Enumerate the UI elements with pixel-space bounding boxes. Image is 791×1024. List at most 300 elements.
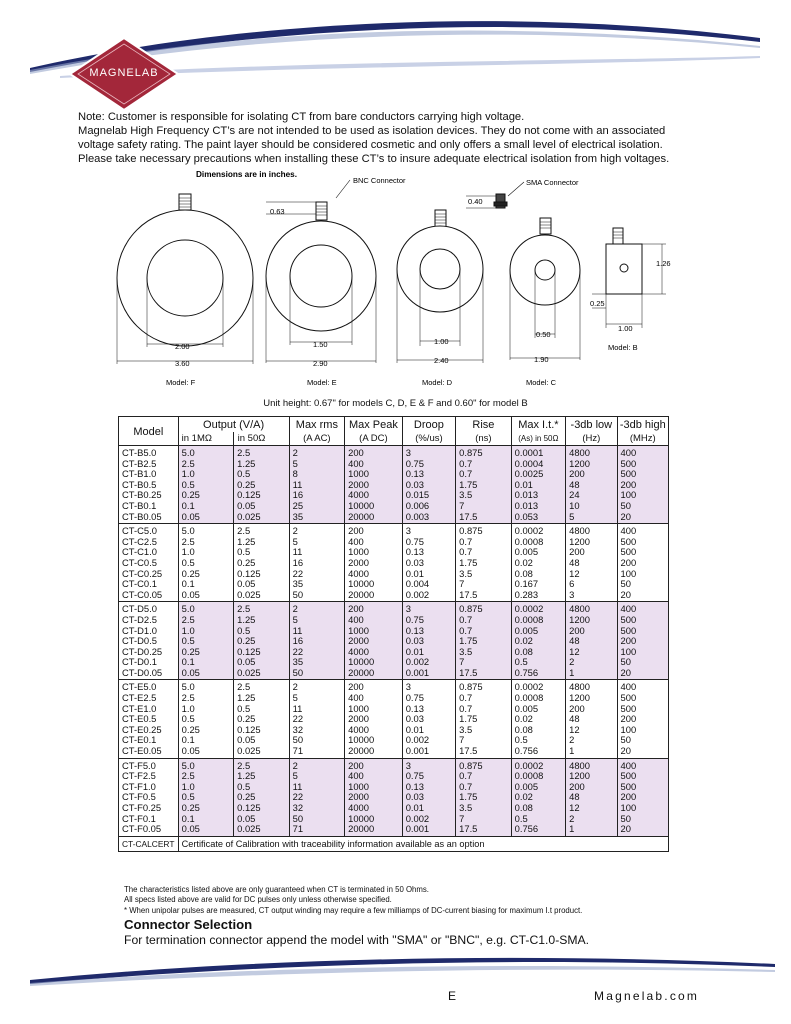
cell-value: 0.5: [237, 546, 251, 558]
cell-value: 0.002: [405, 812, 430, 824]
cell-value: 0.013: [514, 489, 539, 501]
cell-value: 0.05: [237, 578, 256, 590]
table-row-group: [119, 602, 669, 680]
cell-value: 1.0: [181, 780, 195, 792]
cell-value: 1.75: [459, 791, 478, 803]
cell-value: 1200: [569, 692, 590, 704]
dim-d-inner: 1.00: [434, 337, 449, 346]
model-b-drawing: [592, 228, 666, 328]
cell-value: 100: [620, 645, 637, 657]
cell-value: 0.5: [237, 468, 251, 480]
cell-value: 2: [569, 734, 575, 746]
cell-value: 4000: [348, 723, 369, 735]
model-f-drawing: [117, 194, 253, 364]
header-in-50: in 50Ω: [233, 432, 289, 445]
cell-value: 200: [569, 702, 585, 714]
table-cell-droop: [402, 758, 455, 836]
cell-value: 0.75: [405, 457, 424, 469]
table-cell-model: [119, 680, 179, 758]
model-e-label: Model: E: [307, 378, 337, 387]
cell-value: 0.0001: [514, 447, 544, 458]
table-cell-out1m: [178, 446, 234, 524]
cell-value: 0.001: [405, 823, 430, 835]
cell-value: 1.75: [459, 556, 478, 568]
cell-value: 0.002: [405, 588, 430, 600]
cell-value: 1: [569, 745, 575, 757]
cell-value: 0.05: [237, 812, 256, 824]
cell-value: 1.25: [237, 535, 256, 547]
cell-value: 2.5: [181, 770, 195, 782]
cell-value: 0.0002: [514, 681, 544, 693]
cell-value: 48: [569, 556, 580, 568]
cell-value: 0.756: [514, 666, 539, 678]
cell-value: CT-C0.5: [122, 556, 157, 568]
cell-value: 0.015: [405, 489, 430, 501]
table-cell-high: [617, 758, 668, 836]
cell-value: 100: [620, 723, 637, 735]
cell-value: 11: [292, 780, 303, 792]
cell-value: 400: [620, 447, 637, 458]
cell-value: 4000: [348, 489, 369, 501]
cell-value: 0.005: [514, 624, 539, 636]
cell-value: 400: [620, 603, 637, 615]
cell-value: 0.5: [237, 624, 251, 636]
cell-value: 11: [292, 478, 303, 490]
unit-height-note: Unit height: 0.67" for models C, D, E & F and 0.60" for model B: [263, 398, 528, 409]
cell-value: CT-B0.05: [122, 510, 162, 522]
cell-value: 0.0008: [514, 613, 544, 625]
cell-value: 0.02: [514, 713, 533, 725]
cell-value: 50: [620, 578, 631, 590]
cell-value: 0.125: [237, 567, 261, 579]
cell-value: 0.875: [459, 681, 483, 693]
cell-value: CT-E5.0: [122, 681, 157, 693]
cell-value: 0.05: [237, 734, 256, 746]
cell-value: 0.7: [459, 780, 473, 792]
cell-value: 4800: [569, 525, 590, 537]
cell-value: 0.005: [514, 780, 539, 792]
cell-value: CT-B1.0: [122, 468, 157, 480]
cell-value: 0.7: [459, 702, 473, 714]
cell-value: 0.25: [237, 713, 256, 725]
cell-value: 35: [292, 578, 304, 590]
cell-value: 1200: [569, 535, 590, 547]
cell-value: CT-E2.5: [122, 692, 157, 704]
cell-value: 35: [292, 656, 304, 668]
cell-value: 0.0025: [514, 468, 544, 480]
cell-value: 1: [569, 666, 575, 678]
cell-value: 0.005: [514, 702, 539, 714]
cell-value: 50: [620, 656, 631, 668]
cell-value: 0.5: [181, 791, 195, 803]
cell-value: 20: [620, 823, 631, 835]
cell-value: 100: [620, 567, 637, 579]
cell-value: 0.125: [237, 802, 261, 813]
cell-value: CT-D0.1: [122, 656, 157, 668]
cell-value: 400: [620, 759, 637, 771]
cell-value: 20: [620, 666, 631, 678]
cell-value: 0.25: [181, 723, 200, 735]
cell-value: 50: [292, 734, 304, 746]
cell-value: 200: [569, 468, 585, 480]
dim-c-inner: 0.50: [536, 330, 551, 339]
cell-value: 0.125: [237, 645, 261, 657]
cell-value: 0.13: [405, 468, 424, 480]
header-in-1m: in 1MΩ: [181, 433, 212, 444]
cell-value: CT-F0.5: [122, 791, 156, 803]
dim-b-width: 1.00: [618, 324, 633, 333]
table-cell-low: [566, 680, 617, 758]
cell-value: CT-D0.05: [122, 666, 163, 678]
table-cell-low: [566, 602, 617, 680]
cell-value: 5.0: [181, 681, 195, 693]
cell-value: 1000: [348, 546, 369, 558]
cell-value: 0.03: [405, 635, 424, 647]
cell-value: 16: [292, 556, 304, 568]
table-cell-out1m: [178, 602, 234, 680]
cell-value: 2.5: [237, 759, 251, 771]
cell-value: 17.5: [459, 510, 478, 522]
model-c-label: Model: C: [526, 378, 557, 387]
cell-value: CT-C0.25: [122, 567, 163, 579]
cell-value: 6: [569, 578, 575, 590]
cell-value: 0.025: [237, 588, 261, 600]
cell-value: 0.875: [459, 759, 483, 771]
cell-value: 3: [405, 681, 411, 693]
cell-value: 5.0: [181, 447, 195, 458]
cell-value: 12: [569, 567, 580, 579]
calcert-model: CT-CALCERT: [119, 836, 179, 852]
cell-value: CT-D0.5: [122, 635, 157, 647]
dim-c-outer: 1.90: [534, 355, 549, 364]
cell-value: 500: [620, 624, 637, 636]
cell-value: 0.5: [237, 780, 251, 792]
cell-value: 10000: [348, 578, 375, 590]
table-cell-low: [566, 524, 617, 602]
cell-value: CT-E0.25: [122, 723, 162, 735]
cell-value: 2: [292, 681, 298, 693]
cell-value: 400: [620, 681, 637, 693]
cell-value: 0.006: [405, 499, 430, 511]
cell-value: 0.03: [405, 556, 424, 568]
cell-value: 4800: [569, 603, 590, 615]
cell-value: 50: [620, 734, 631, 746]
cell-value: 22: [292, 567, 304, 579]
cell-value: 2000: [348, 635, 369, 647]
model-e-drawing: [266, 202, 376, 363]
cell-value: 0.02: [514, 791, 533, 803]
cell-value: 1.75: [459, 478, 478, 490]
cell-value: CT-F0.25: [122, 802, 162, 813]
table-header-row: [119, 417, 669, 446]
cell-value: 0.05: [181, 666, 200, 678]
cell-value: 1000: [348, 624, 369, 636]
table-cell-peak: [345, 446, 403, 524]
cell-value: 2.5: [237, 681, 251, 693]
table-cell-low: [566, 758, 617, 836]
cell-value: 5: [292, 692, 298, 704]
cell-value: 500: [620, 613, 637, 625]
site-url: Magnelab.com: [594, 989, 700, 1003]
cell-value: 200: [348, 525, 364, 537]
cell-value: 20000: [348, 510, 375, 522]
cell-value: 1.0: [181, 702, 195, 714]
cell-value: 200: [620, 556, 637, 568]
diagram-title: Dimensions are in inches.: [196, 170, 298, 179]
cell-value: 3.5: [459, 489, 473, 501]
table-cell-model: [119, 446, 179, 524]
cell-value: 0.5: [514, 812, 528, 824]
table-cell-peak: [345, 680, 403, 758]
cell-value: 5.0: [181, 603, 195, 615]
cell-value: 0.25: [237, 791, 256, 803]
table-cell-rms: [289, 524, 345, 602]
cell-value: 2: [292, 603, 298, 615]
cell-value: 500: [620, 468, 637, 480]
cell-value: 0.01: [405, 802, 424, 813]
table-cell-peak: [345, 758, 403, 836]
cell-value: 48: [569, 713, 580, 725]
cell-value: 400: [620, 525, 637, 537]
cell-value: 0.002: [405, 656, 430, 668]
cell-value: 0.02: [514, 556, 533, 568]
cell-value: 3: [405, 603, 411, 615]
cell-value: 10000: [348, 656, 375, 668]
cell-value: 3.5: [459, 567, 473, 579]
cell-value: 0.1: [181, 812, 195, 824]
cell-value: 1.25: [237, 613, 256, 625]
cell-value: 2000: [348, 713, 369, 725]
cell-value: 0.01: [405, 723, 424, 735]
cell-value: 0.7: [459, 770, 473, 782]
cell-value: 0.7: [459, 546, 473, 558]
cell-value: 16: [292, 489, 304, 501]
cell-value: 0.1: [181, 578, 195, 590]
table-cell-peak: [345, 524, 403, 602]
cell-value: 0.75: [405, 613, 424, 625]
cell-value: 2.5: [237, 603, 251, 615]
cell-value: 2000: [348, 791, 369, 803]
header-model: Model: [119, 417, 179, 446]
footnotes: [124, 885, 582, 916]
note-line: Magnelab High Frequency CT’s are not intended to be used as isolation devices. They do not come with an associated: [78, 125, 666, 137]
table-row-group: [119, 446, 669, 524]
cell-value: 400: [348, 535, 364, 547]
cell-value: 1200: [569, 770, 590, 782]
cell-value: 0.5: [181, 556, 195, 568]
cell-value: 0.02: [514, 635, 533, 647]
cell-value: 24: [569, 489, 580, 501]
connector-title: Connector Selection: [124, 917, 253, 932]
cell-value: 10000: [348, 499, 375, 511]
cell-value: 0.5: [181, 478, 195, 490]
table-cell-it: [511, 680, 565, 758]
cell-value: 5.0: [181, 525, 195, 537]
cell-value: 400: [348, 613, 364, 625]
cell-value: 1200: [569, 613, 590, 625]
cell-value: CT-C0.05: [122, 588, 163, 600]
cell-value: 0.025: [237, 510, 261, 522]
cell-value: 0.75: [405, 535, 424, 547]
cell-value: 0.283: [514, 588, 539, 600]
cell-value: 0.25: [181, 567, 200, 579]
dimension-diagram: [100, 166, 700, 394]
cell-value: 2.5: [237, 447, 251, 458]
cell-value: 20: [620, 745, 631, 757]
cell-value: 1000: [348, 468, 369, 480]
cell-value: 0.5: [514, 656, 528, 668]
cell-value: 11: [292, 702, 303, 714]
cell-value: 0.08: [514, 723, 533, 735]
logo-text: MAGNELAB: [89, 67, 159, 79]
table-cell-out50: [234, 446, 290, 524]
cell-value: 200: [569, 546, 585, 558]
table-cell-out1m: [178, 680, 234, 758]
cell-value: 0.25: [237, 478, 256, 490]
cell-value: 0.05: [237, 499, 256, 511]
cell-value: 0.13: [405, 546, 424, 558]
cell-value: 5: [292, 535, 298, 547]
cell-value: 0.025: [237, 745, 261, 757]
cell-value: 0.03: [405, 713, 424, 725]
table-cell-rms: [289, 680, 345, 758]
cell-value: 0.756: [514, 745, 539, 757]
table-cell-high: [617, 446, 668, 524]
header-max-it: Max I.t.* (As) in 50Ω: [511, 417, 565, 446]
cell-value: CT-F1.0: [122, 780, 156, 792]
cell-value: 1000: [348, 780, 369, 792]
table-cell-droop: [402, 602, 455, 680]
cell-value: 500: [620, 780, 637, 792]
connector-text: For termination connector append the model with "SMA" or "BNC", e.g. CT-C1.0-SMA.: [124, 933, 590, 947]
cell-value: 12: [569, 802, 580, 813]
table-cell-out1m: [178, 524, 234, 602]
cell-value: 48: [569, 635, 580, 647]
cell-value: 71: [292, 745, 304, 757]
cell-value: 1.75: [459, 713, 478, 725]
cell-value: 0.125: [237, 489, 261, 501]
cell-value: 0.13: [405, 780, 424, 792]
cell-value: 0.01: [405, 645, 424, 657]
cell-value: CT-C0.1: [122, 578, 157, 590]
cell-value: 0.0008: [514, 692, 544, 704]
cell-value: 0.001: [405, 745, 430, 757]
footnote: All specs listed above are valid for DC pulses only unless otherwise specified.: [124, 895, 392, 905]
cell-value: 0.7: [459, 692, 473, 704]
table-cell-it: [511, 758, 565, 836]
cell-value: 3: [569, 588, 575, 600]
cell-value: 5: [569, 510, 575, 522]
model-d-label: Model: D: [422, 378, 453, 387]
cell-value: 200: [348, 447, 364, 458]
cell-value: 5: [292, 457, 298, 469]
cell-value: 22: [292, 713, 304, 725]
cell-value: 0.125: [237, 723, 261, 735]
table-cell-out1m: [178, 758, 234, 836]
header-output: Output (V/A) in 1MΩ in 50Ω: [178, 417, 289, 446]
cell-value: 20000: [348, 745, 375, 757]
cell-value: 0.7: [459, 468, 473, 480]
cell-value: 3: [405, 759, 411, 771]
cell-value: 0.05: [181, 510, 200, 522]
cell-value: 10000: [348, 734, 375, 746]
cell-value: 1.75: [459, 635, 478, 647]
cell-value: 0.05: [237, 656, 256, 668]
note-line: Note: Customer is responsible for isolating CT from bare conductors carrying high voltage.: [78, 111, 525, 123]
cell-value: 12: [569, 645, 580, 657]
cell-value: 400: [348, 770, 364, 782]
cell-value: 3.5: [459, 645, 473, 657]
cell-value: 2: [569, 812, 575, 824]
table-cell-low: [566, 446, 617, 524]
cell-value: 0.002: [405, 734, 430, 746]
cell-value: 0.004: [405, 578, 430, 590]
table-cell-it: [511, 446, 565, 524]
cell-value: 0.25: [181, 489, 200, 501]
table-row-group: [119, 524, 669, 602]
cell-value: 32: [292, 723, 304, 735]
model-b-label: Model: B: [608, 343, 638, 352]
cell-value: 100: [620, 489, 637, 501]
cell-value: 48: [569, 791, 580, 803]
cell-value: CT-E0.05: [122, 745, 162, 757]
cell-value: 400: [348, 457, 364, 469]
cell-value: 2.5: [181, 613, 195, 625]
cell-value: 200: [348, 759, 364, 771]
cell-value: 50: [292, 588, 304, 600]
cell-value: 3: [405, 525, 411, 537]
cell-value: 10: [569, 499, 580, 511]
cell-value: 0.05: [181, 823, 200, 835]
cell-value: 4000: [348, 567, 369, 579]
table-cell-high: [617, 680, 668, 758]
cell-value: 200: [348, 603, 364, 615]
cell-value: CT-E0.5: [122, 713, 157, 725]
cell-value: 0.1: [181, 656, 195, 668]
model-f-label: Model: F: [166, 378, 196, 387]
cell-value: 200: [569, 780, 585, 792]
cell-value: 0.7: [459, 535, 473, 547]
note-line: voltage safety rating. The paint layer should be considered cosmetic and only offers a small level of electrical isolation.: [78, 139, 663, 151]
cell-value: 0.25: [181, 802, 200, 813]
cell-value: 10000: [348, 812, 375, 824]
dim-040: 0.40: [468, 197, 483, 206]
spec-table: [118, 416, 669, 852]
cell-value: 17.5: [459, 588, 478, 600]
cell-value: 0.025: [237, 823, 261, 835]
cell-value: 1200: [569, 457, 590, 469]
calcert-text: Certificate of Calibration with traceability information available as an option: [178, 836, 668, 852]
header-droop: Droop (%/us): [402, 417, 455, 446]
table-cell-droop: [402, 446, 455, 524]
table-cell-rise: [456, 446, 512, 524]
table-cell-high: [617, 602, 668, 680]
cell-value: 0.756: [514, 823, 539, 835]
cell-value: 1.0: [181, 624, 195, 636]
table-cell-droop: [402, 524, 455, 602]
cell-value: CT-B0.5: [122, 478, 157, 490]
table-cell-out50: [234, 524, 290, 602]
cell-value: 0.25: [181, 645, 200, 657]
cell-value: 0.01: [405, 567, 424, 579]
cell-value: 200: [620, 791, 637, 803]
cell-value: 7: [459, 499, 465, 511]
cell-value: 0.03: [405, 478, 424, 490]
cell-value: 0.5: [514, 734, 528, 746]
table-cell-droop: [402, 680, 455, 758]
cell-value: CT-F5.0: [122, 759, 156, 771]
cell-value: CT-C5.0: [122, 525, 157, 537]
